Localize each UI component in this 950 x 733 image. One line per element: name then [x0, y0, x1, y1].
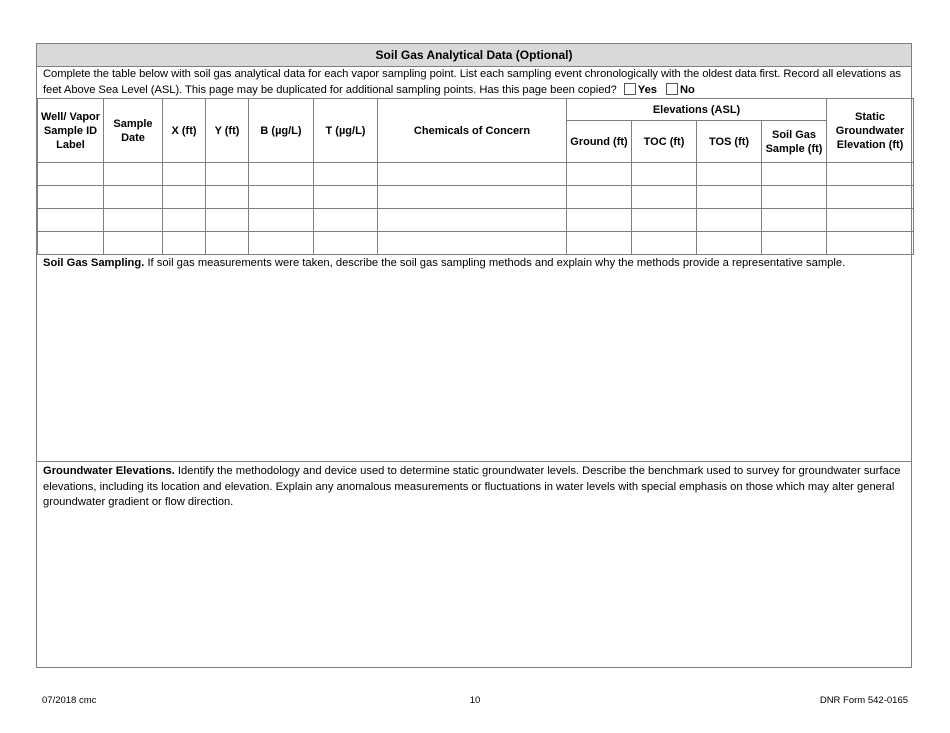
- table-cell[interactable]: [38, 232, 104, 255]
- header-x: X (ft): [163, 99, 206, 163]
- table-cell[interactable]: [249, 232, 314, 255]
- table-cell[interactable]: [314, 209, 378, 232]
- table-cell[interactable]: [632, 209, 697, 232]
- table-cell[interactable]: [38, 209, 104, 232]
- header-y: Y (ft): [206, 99, 249, 163]
- soil-gas-sampling-heading: Soil Gas Sampling.: [43, 257, 145, 269]
- table-row: [38, 209, 914, 232]
- header-ground: Ground (ft): [567, 121, 632, 163]
- page-number: 10: [469, 695, 481, 706]
- table-cell[interactable]: [38, 163, 104, 186]
- table-cell[interactable]: [378, 163, 567, 186]
- table-cell[interactable]: [567, 186, 632, 209]
- table-cell[interactable]: [632, 163, 697, 186]
- table-cell[interactable]: [206, 163, 249, 186]
- table-cell[interactable]: [567, 163, 632, 186]
- header-t: T (µg/L): [314, 99, 378, 163]
- table-cell[interactable]: [206, 186, 249, 209]
- header-static-groundwater: Static Groundwater Elevation (ft): [827, 99, 914, 163]
- table-cell[interactable]: [762, 163, 827, 186]
- groundwater-elevations-instructions: Identify the methodology and device used to determine static groundwater levels. Describe the benchmark used to survey for groundwater surface elevations, including its location and elevation. Explain any anomalous measurements or fluctuations in water levels with special emphasis on those which may alter general groundwater gradient or flow direction.: [43, 465, 901, 508]
- table-cell[interactable]: [104, 209, 163, 232]
- table-cell[interactable]: [163, 163, 206, 186]
- table-cell[interactable]: [567, 232, 632, 255]
- table-cell[interactable]: [827, 232, 914, 255]
- table-cell[interactable]: [249, 163, 314, 186]
- table-cell[interactable]: [378, 209, 567, 232]
- table-cell[interactable]: [827, 209, 914, 232]
- soil-gas-sampling-instructions: If soil gas measurements were taken, describe the soil gas sampling methods and explain why the methods provide a representative sample.: [144, 257, 846, 269]
- table-cell[interactable]: [378, 232, 567, 255]
- table-cell[interactable]: [314, 232, 378, 255]
- table-cell[interactable]: [249, 209, 314, 232]
- soil-gas-sampling-section[interactable]: [37, 254, 911, 461]
- instructions: [43, 67, 907, 98]
- soil-gas-data-table: [37, 98, 914, 255]
- table-cell[interactable]: [104, 232, 163, 255]
- groundwater-elevations-heading: Groundwater Elevations.: [43, 465, 175, 477]
- table-row: [38, 186, 914, 209]
- table-cell[interactable]: [104, 163, 163, 186]
- header-chemicals: Chemicals of Concern: [378, 99, 567, 163]
- header-tos: TOS (ft): [697, 121, 762, 163]
- table-cell[interactable]: [762, 232, 827, 255]
- table-cell[interactable]: [104, 186, 163, 209]
- table-cell[interactable]: [827, 186, 914, 209]
- table-cell[interactable]: [697, 232, 762, 255]
- table-cell[interactable]: [206, 232, 249, 255]
- header-toc: TOC (ft): [632, 121, 697, 163]
- header-well-id: Well/ Vapor Sample ID Label: [38, 99, 104, 163]
- header-soil-gas-sample: Soil Gas Sample (ft): [762, 121, 827, 163]
- no-checkbox[interactable]: [666, 83, 678, 95]
- instructions-text: Complete the table below with soil gas analytical data for each vapor sampling point. List each sampling event chronologically with the oldest data first. Record all elevations as feet Above Sea Level (ASL). This page may be duplicated for additional sampling points. Has this page been copied?: [43, 68, 901, 96]
- table-cell[interactable]: [762, 209, 827, 232]
- table-cell[interactable]: [314, 186, 378, 209]
- table-row: [38, 232, 914, 255]
- groundwater-elevations-section[interactable]: [37, 461, 911, 667]
- table-cell[interactable]: [697, 186, 762, 209]
- table-cell[interactable]: [163, 232, 206, 255]
- table-cell[interactable]: [378, 186, 567, 209]
- table-cell[interactable]: [697, 163, 762, 186]
- table-cell[interactable]: [632, 186, 697, 209]
- form-title: Soil Gas Analytical Data (Optional): [37, 44, 911, 67]
- footer-revision: 07/2018 cmc: [42, 695, 97, 706]
- yes-label: Yes: [637, 83, 657, 96]
- table-cell[interactable]: [567, 209, 632, 232]
- table-cell[interactable]: [314, 163, 378, 186]
- table-cell[interactable]: [827, 163, 914, 186]
- table-cell[interactable]: [206, 209, 249, 232]
- header-elevations-group: Elevations (ASL): [567, 99, 827, 121]
- table-cell[interactable]: [249, 186, 314, 209]
- table-cell[interactable]: [163, 186, 206, 209]
- header-b: B (µg/L): [249, 99, 314, 163]
- table-cell[interactable]: [697, 209, 762, 232]
- header-sample-date: Sample Date: [104, 99, 163, 163]
- no-label: No: [680, 83, 695, 96]
- table-row: [38, 163, 914, 186]
- table-cell[interactable]: [38, 186, 104, 209]
- soil-gas-form: [36, 43, 912, 668]
- yes-checkbox[interactable]: [624, 83, 636, 95]
- table-cell[interactable]: [632, 232, 697, 255]
- table-cell[interactable]: [163, 209, 206, 232]
- footer-form-id: DNR Form 542-0165: [819, 695, 908, 706]
- table-cell[interactable]: [762, 186, 827, 209]
